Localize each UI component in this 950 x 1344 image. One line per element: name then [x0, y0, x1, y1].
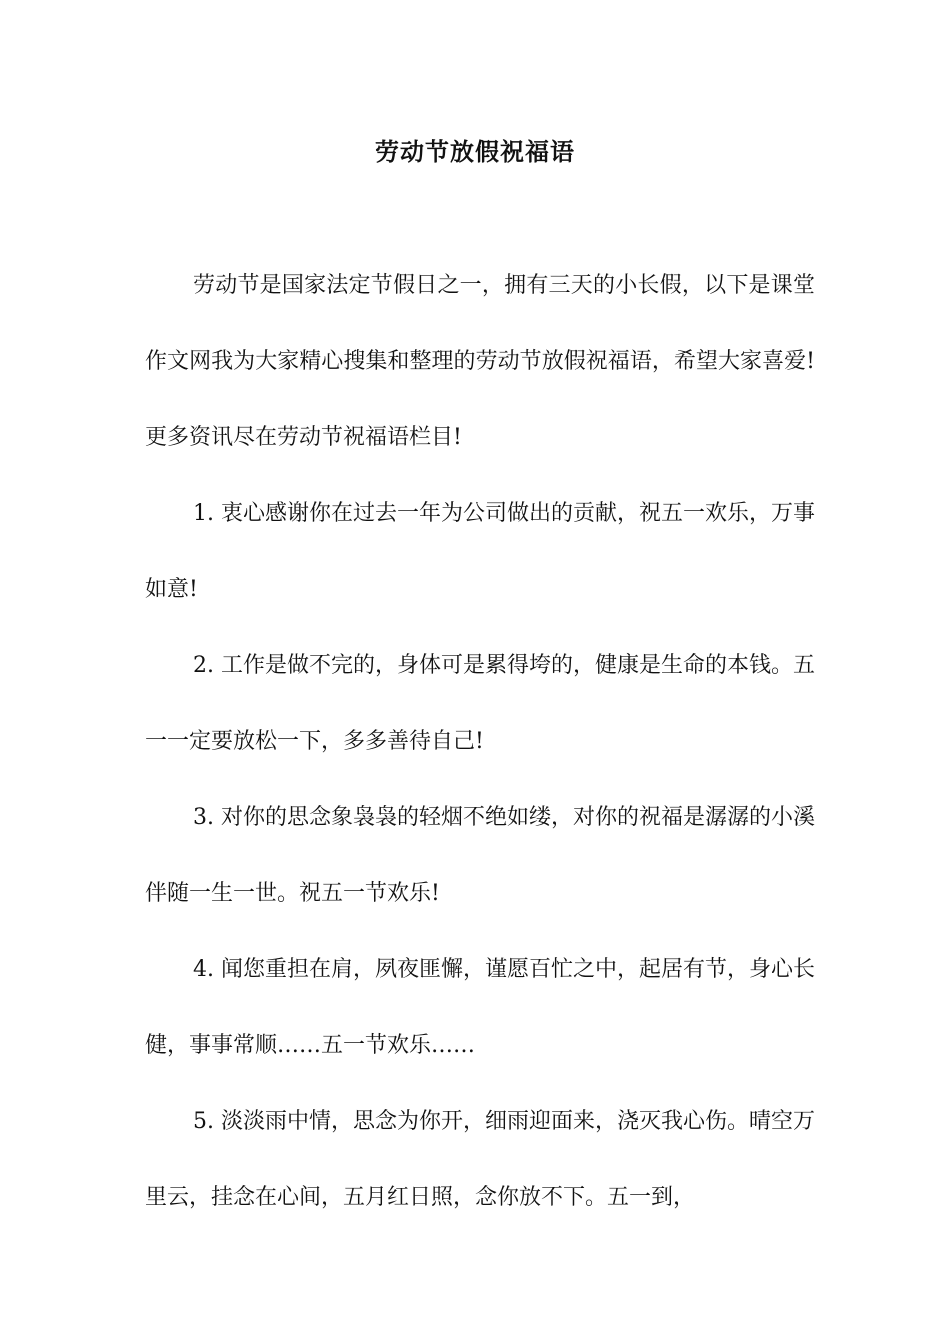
document-body — [145, 248, 815, 1236]
paragraph-item-4: 4. 闻您重担在肩，夙夜匪懈，谨愿百忙之中，起居有节，身心长健，事事常顺……五一节欢乐…… — [145, 957, 815, 1058]
paragraph-item-1: 1. 衷心感谢你在过去一年为公司做出的贡献，祝五一欢乐，万事如意! — [145, 501, 815, 602]
document-title: 劳动节放假祝福语 — [375, 137, 575, 166]
paragraph-intro: 劳动节是国家法定节假日之一，拥有三天的小长假，以下是课堂作文网我为大家精心搜集和整理的劳动节放假祝福语，希望大家喜爱!更多资讯尽在劳动节祝福语栏目! — [145, 273, 815, 450]
paragraph-item-3: 3. 对你的思念象袅袅的轻烟不绝如缕，对你的祝福是潺潺的小溪伴随一生一世。祝五一节欢乐! — [145, 805, 815, 906]
paragraph-item-2: 2. 工作是做不完的，身体可是累得垮的，健康是生命的本钱。五一一定要放松一下，多多善待自己! — [145, 653, 815, 754]
paragraph-item-5: 5. 淡淡雨中情，思念为你开，细雨迎面来，浇灭我心伤。晴空万里云，挂念在心间，五月红日照，念你放不下。五一到， — [145, 1109, 815, 1210]
